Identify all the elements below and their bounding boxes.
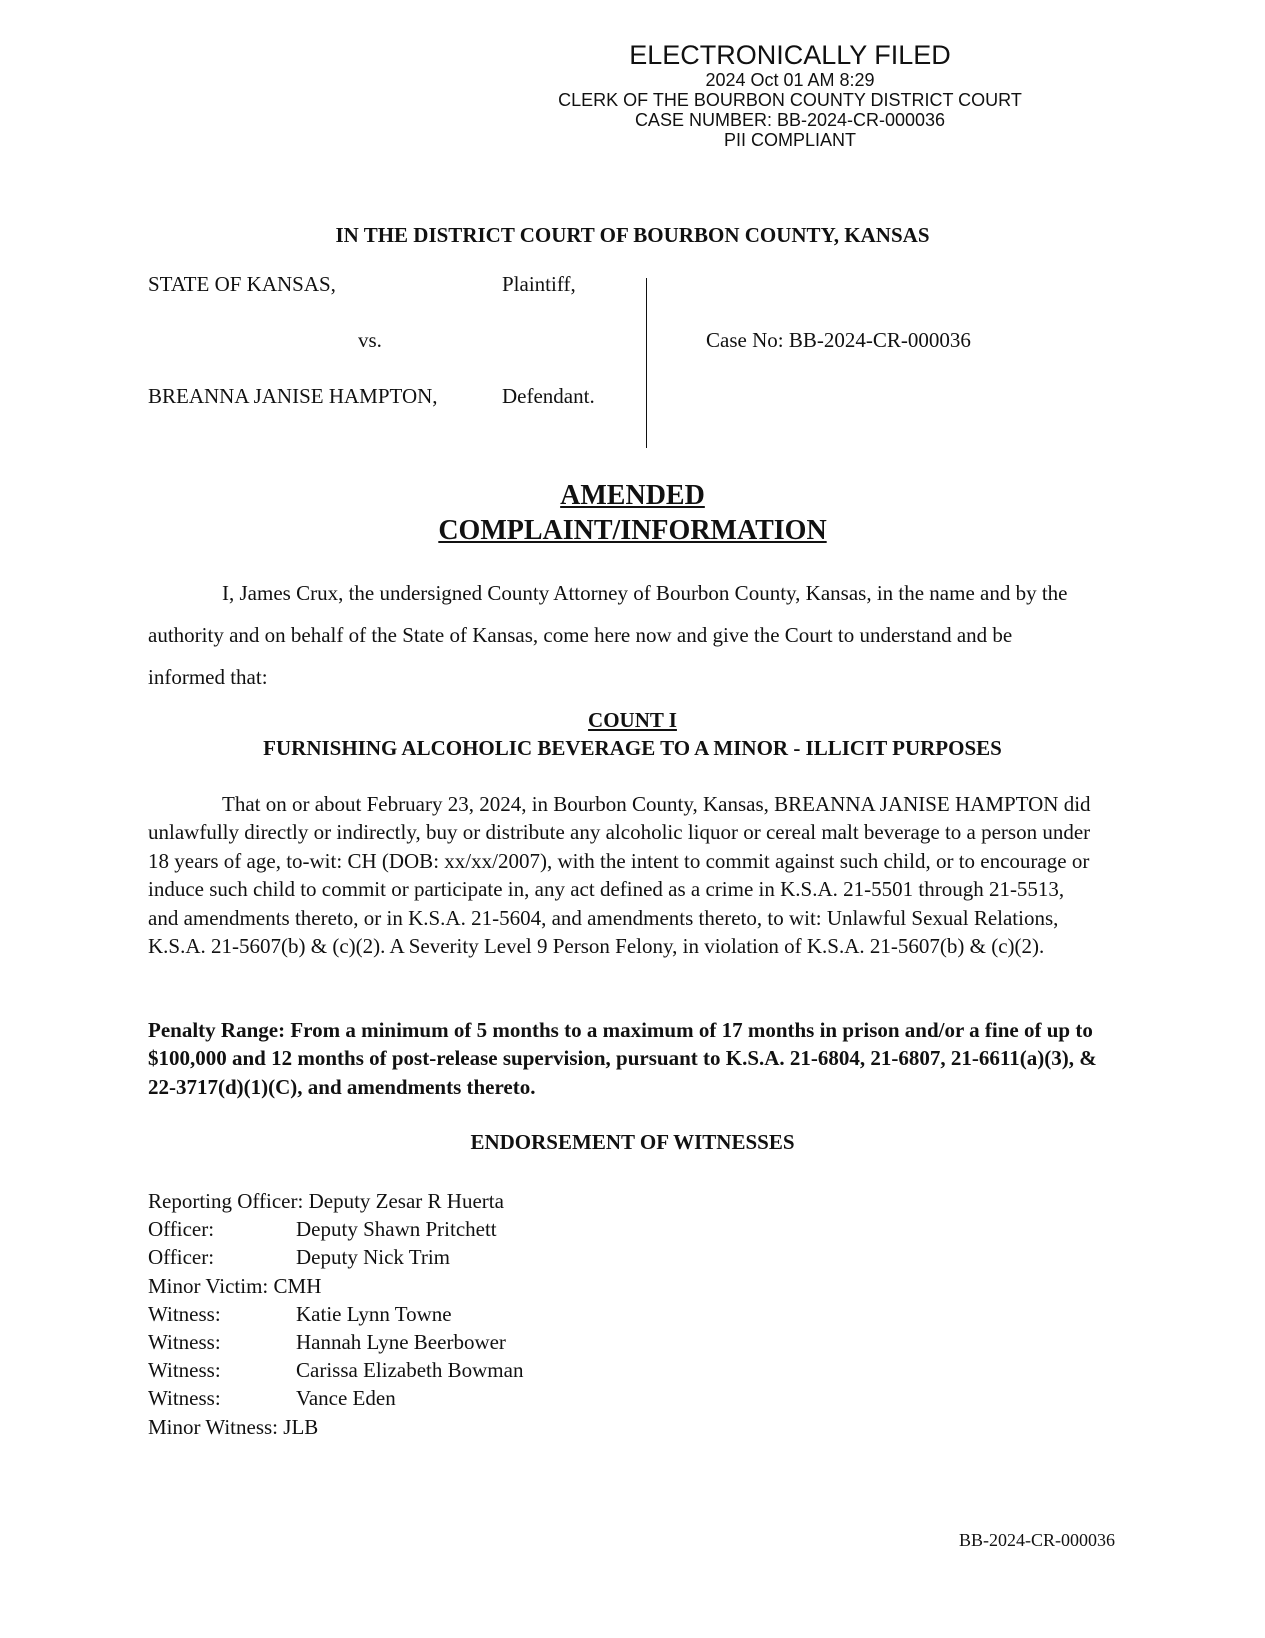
witness-row (148, 1215, 523, 1243)
witness-role: Officer: (148, 1245, 215, 1270)
witness-name: Katie Lynn Towne (296, 1301, 452, 1326)
plaintiff-name: STATE OF KANSAS, (148, 272, 336, 296)
stamp-clerk: CLERK OF THE BOURBON COUNTY DISTRICT COURT (558, 90, 1022, 110)
witness-name: Deputy Nick Trim (296, 1245, 451, 1270)
witness-row (148, 1187, 523, 1215)
witness-name: Hannah Lyne Beerbower (296, 1329, 506, 1354)
witness-role: Minor Victim: (148, 1273, 269, 1298)
witness-role: Witness: (148, 1386, 221, 1411)
document-title-line1: AMENDED (560, 480, 705, 511)
count-number: COUNT I (588, 708, 677, 732)
footer-case-number: BB-2024-CR-000036 (958, 1530, 1115, 1550)
endorsement-title: ENDORSEMENT OF WITNESSES (470, 1130, 795, 1154)
witness-name: CMH (273, 1273, 322, 1298)
intro-paragraph: I, James Crux, the undersigned County Attorney of Bourbon County, Kansas, in the name and by the authority and on behalf of the State of Kansas, come here now and give the Court to understand and be informed that: (148, 581, 1068, 689)
witness-row (148, 1328, 523, 1356)
witness-role: Witness: (148, 1329, 221, 1354)
stamp-datetime: 2024 Oct 01 AM 8:29 (705, 70, 875, 90)
witness-row (148, 1300, 523, 1328)
document-title (0, 478, 1265, 548)
witness-role: Witness: (148, 1358, 221, 1383)
witness-row (148, 1413, 523, 1441)
witness-row (148, 1384, 523, 1412)
filing-stamp (520, 40, 1060, 150)
witness-row (148, 1356, 523, 1384)
versus: vs. (358, 328, 382, 352)
caption-divider (646, 278, 647, 448)
count-allegation: That on or about February 23, 2024, in Bourbon County, Kansas, BREANNA JANISE HAMPTON did unlawfully directly or indirectly, buy or distribute any alcoholic liquor or cereal malt beverage to a person under 18 years of age, to-wit: CH (DOB: xx/xx/2007), with the intent to commit against such child, or to encourage or induce such child to commit or participate in, any act defined as a crime in K.S.A. 21-5501 through 21-5513, and amendments thereto, or in K.S.A. 21-5604, and amendments thereto, to wit: Unlawful Sexual Relations, K.S.A. 21-5607(b) & (c)(2). A Severity Level 9 Person Felony, in violation of K.S.A. 21-5607(b) & (c)(2). (148, 792, 1091, 959)
witness-name: Carissa Elizabeth Bowman (296, 1358, 524, 1383)
stamp-title: ELECTRONICALLY FILED (629, 40, 951, 70)
penalty-range: Penalty Range: From a minimum of 5 months to a maximum of 17 months in prison and/or a fine of up to $100,000 and 12 months of post-release supervision, pursuant to K.S.A. 21-6804, 21-6807, 21-6611(a)(3), & 22-3717(d)(1)(C), and amendments thereto. (148, 1018, 1097, 1099)
witness-role: Minor Witness: (148, 1414, 279, 1439)
witness-row (148, 1243, 523, 1271)
document-title-line2: COMPLAINT/INFORMATION (438, 515, 827, 546)
witness-name: Deputy Shawn Pritchett (296, 1217, 497, 1242)
court-title: IN THE DISTRICT COURT OF BOURBON COUNTY, KANSAS (335, 223, 930, 247)
count-heading (0, 706, 1265, 762)
witness-name: Deputy Zesar R Huerta (308, 1189, 504, 1213)
witness-list (148, 1187, 523, 1441)
stamp-pii: PII COMPLIANT (723, 130, 857, 150)
defendant-name: BREANNA JANISE HAMPTON, (148, 384, 438, 408)
stamp-case-number: CASE NUMBER: BB-2024-CR-000036 (634, 110, 946, 130)
witness-row (148, 1272, 523, 1300)
witness-name: JLB (283, 1414, 319, 1439)
plaintiff-role: Plaintiff, (502, 272, 576, 296)
count-title: FURNISHING ALCOHOLIC BEVERAGE TO A MINOR - ILLICIT PURPOSES (263, 736, 1002, 760)
witness-role: Witness: (148, 1301, 221, 1326)
witness-role: Officer: (148, 1217, 215, 1242)
witness-role: Reporting Officer: (148, 1189, 304, 1213)
defendant-role: Defendant. (502, 384, 595, 408)
witness-name: Vance Eden (296, 1386, 396, 1411)
case-number: Case No: BB-2024-CR-000036 (706, 328, 971, 352)
